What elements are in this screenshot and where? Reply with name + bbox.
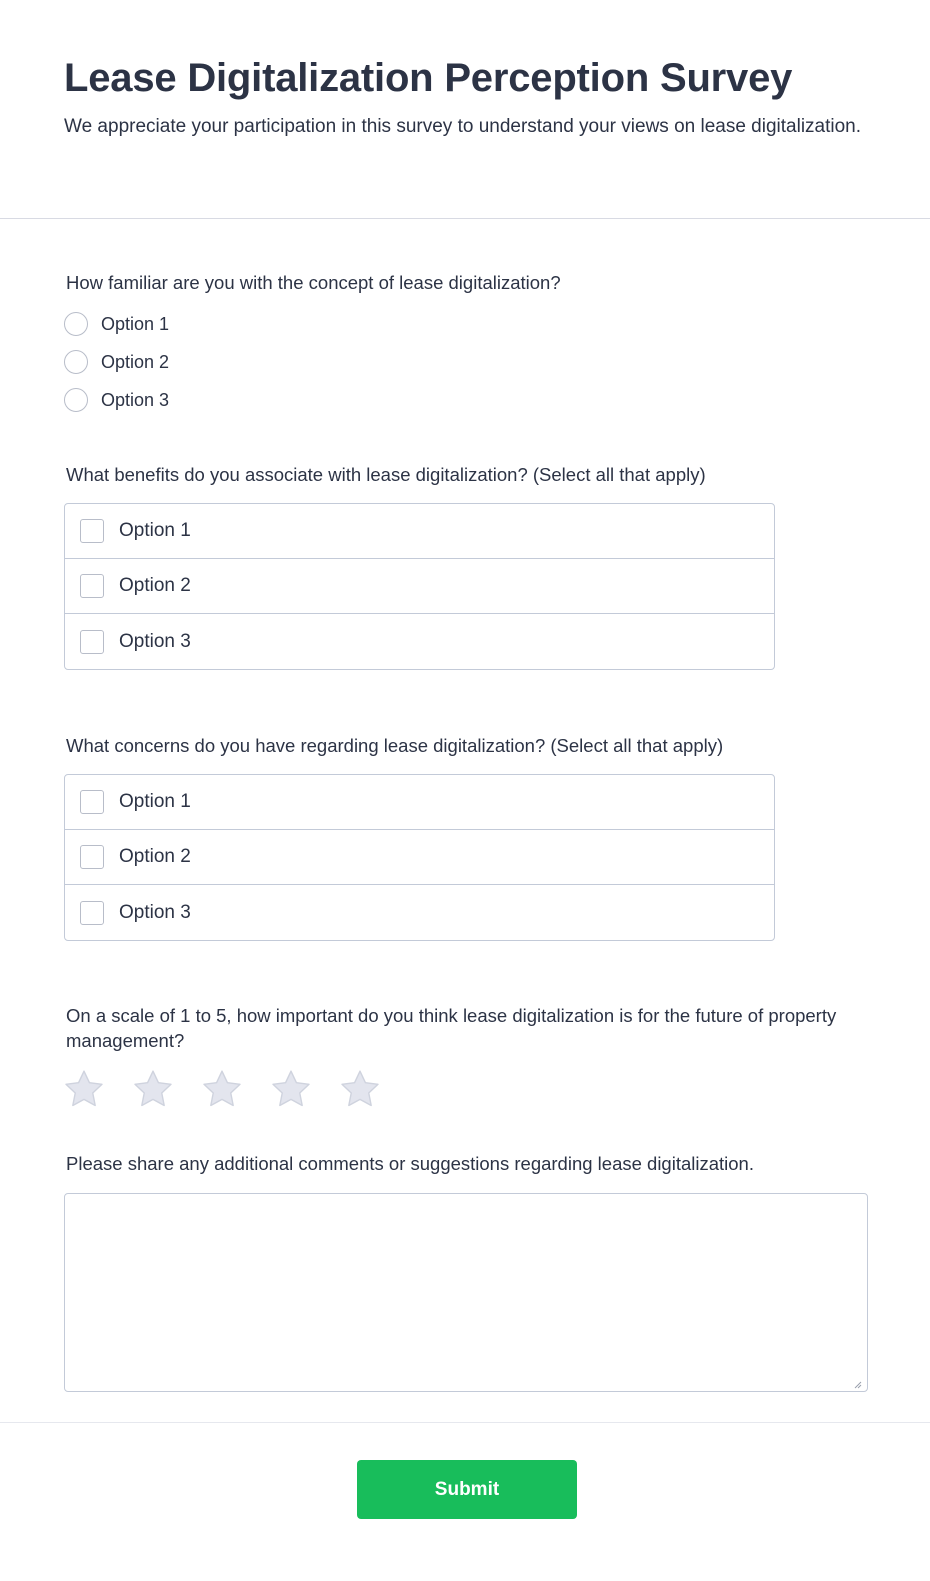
question-3-option-2[interactable]	[65, 830, 774, 885]
comments-textarea[interactable]	[64, 1193, 868, 1392]
option-label: Option 3	[119, 901, 191, 923]
checkbox[interactable]	[80, 630, 104, 654]
question-2-option-1[interactable]	[65, 504, 774, 559]
option-label: Option 1	[101, 313, 170, 334]
question-2-option-2[interactable]	[65, 559, 774, 614]
checkbox[interactable]	[80, 790, 104, 814]
question-3-label: What concerns do you have regarding lease digitalization? (Select all that apply)	[66, 735, 724, 756]
question-5-label: Please share any additional comments or suggestions regarding lease digitalization.	[66, 1153, 754, 1174]
question-2-label: What benefits do you associate with lease digitalization? (Select all that apply)	[66, 464, 706, 485]
star-icon[interactable]	[201, 1068, 243, 1110]
question-2-options	[64, 503, 775, 670]
option-label: Option 1	[119, 520, 191, 541]
question-3-options	[64, 774, 775, 941]
question-1-option-2[interactable]	[64, 349, 169, 375]
option-label: Option 2	[101, 351, 170, 372]
question-3-option-3[interactable]	[65, 885, 774, 940]
checkbox[interactable]	[80, 901, 104, 925]
form-header	[0, 0, 930, 219]
radio-button[interactable]	[64, 350, 88, 374]
resize-grip-icon[interactable]	[852, 1376, 862, 1386]
option-label: Option 3	[101, 389, 170, 410]
checkbox[interactable]	[80, 574, 104, 598]
question-4-label: On a scale of 1 to 5, how important do you think lease digitalization is for the future of property management?	[66, 1005, 837, 1051]
question-2-option-3[interactable]	[65, 614, 774, 669]
checkbox[interactable]	[80, 519, 104, 543]
radio-button[interactable]	[64, 388, 88, 412]
star-rating	[63, 1068, 408, 1110]
star-icon[interactable]	[63, 1068, 105, 1110]
checkbox[interactable]	[80, 845, 104, 869]
radio-button[interactable]	[64, 312, 88, 336]
page-subtitle: We appreciate your participation in this survey to understand your views on lease digitalization.	[64, 116, 862, 137]
star-icon[interactable]	[339, 1068, 381, 1110]
star-icon[interactable]	[270, 1068, 312, 1110]
star-icon[interactable]	[132, 1068, 174, 1110]
option-label: Option 2	[119, 575, 191, 596]
submit-button[interactable]: Submit	[357, 1460, 577, 1519]
question-3-option-1[interactable]	[65, 775, 774, 830]
question-1-option-1[interactable]	[64, 311, 169, 337]
option-label: Option 1	[119, 791, 191, 812]
question-1-option-3[interactable]	[64, 387, 169, 413]
footer-divider	[0, 1422, 930, 1423]
option-label: Option 3	[119, 630, 191, 652]
option-label: Option 2	[119, 846, 191, 867]
question-1-label: How familiar are you with the concept of lease digitalization?	[66, 272, 561, 293]
page-title: Lease Digitalization Perception Survey	[64, 56, 793, 100]
